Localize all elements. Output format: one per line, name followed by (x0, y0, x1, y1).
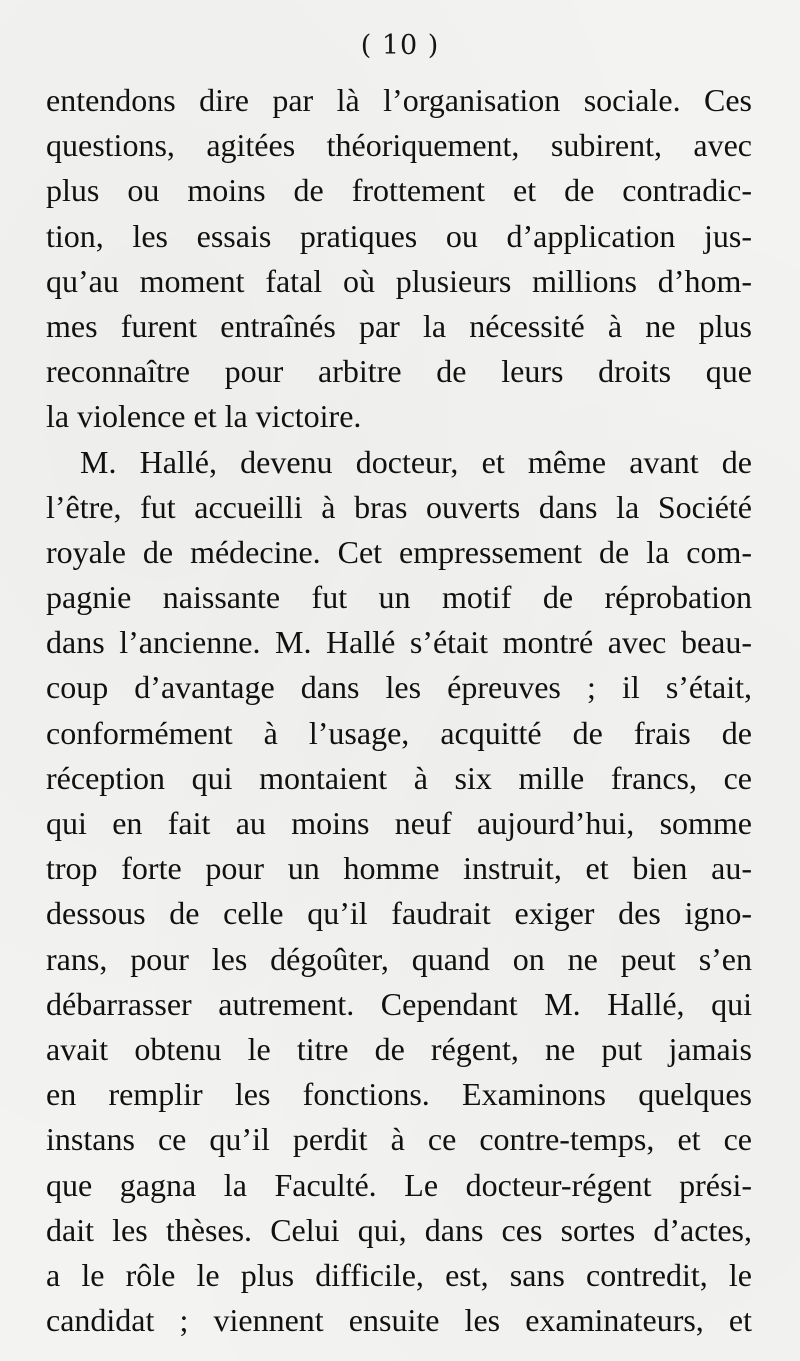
text-line-27: a le rôle le plus difficile, est, sans contredit, le (46, 1256, 752, 1293)
text-line-23: en remplir les fonctions. Examinons quelques (46, 1076, 752, 1113)
text-line-18: trop forte pour un homme instruit, et bien au- (46, 850, 752, 887)
text-line-17: qui en fait au moins neuf aujourd’hui, somme (46, 805, 752, 841)
text-line-13: dans l’ancienne. M. Hallé s’était montré avec beau- (46, 624, 752, 661)
text-line-22: avait obtenu le titre de régent, ne put jamais (46, 1030, 752, 1067)
text-line-24: instans ce qu’il perdit à ce contre-temps, et ce (46, 1121, 752, 1158)
text-line-11: royale de médecine. Cet empressement de la com- (46, 533, 752, 570)
text-line-1: entendons dire par là l’organisation sociale. Ces (46, 82, 752, 118)
text-line-9: M. Hallé, devenu docteur, et même avant de (80, 443, 752, 480)
text-line-5: qu’au moment fatal où plusieurs millions d’hom- (46, 262, 752, 299)
text-line-3: plus ou moins de frottement et de contradic- (46, 172, 752, 209)
text-line-2: questions, agitées théoriquement, subirent, avec (46, 127, 752, 164)
text-line-25: que gagna la Faculté. Le docteur-régent prési- (46, 1166, 752, 1203)
text-line-20: rans, pour les dégoûter, quand on ne peut s’en (46, 940, 752, 977)
body-text (46, 78, 752, 1343)
text-line-8: la violence et la victoire. (46, 398, 362, 435)
text-line-12: pagnie naissante fut un motif de réprobation (46, 579, 752, 616)
text-line-10: l’être, fut accueilli à bras ouverts dans la Société (46, 488, 752, 525)
page-number: ( 10 ) (360, 30, 440, 61)
text-line-21: débarrasser autrement. Cependant M. Hallé, qui (46, 985, 752, 1022)
text-line-4: tion, les essais pratiques ou d’application jus- (46, 217, 752, 254)
text-line-15: conformément à l’usage, acquitté de frais de (46, 714, 752, 751)
text-line-26: dait les thèses. Celui qui, dans ces sortes d’actes, (46, 1211, 752, 1248)
text-line-28: candidat ; viennent ensuite les examinateurs, et (46, 1302, 752, 1339)
text-line-6: mes furent entraînés par la nécessité à ne plus (46, 307, 752, 344)
text-line-14: coup d’avantage dans les épreuves ; il s’était, (46, 669, 752, 706)
text-line-19: dessous de celle qu’il faudrait exiger des igno- (46, 895, 752, 932)
text-line-7: reconnaître pour arbitre de leurs droits que (46, 353, 752, 390)
text-line-16: réception qui montaient à six mille francs, ce (46, 759, 752, 796)
